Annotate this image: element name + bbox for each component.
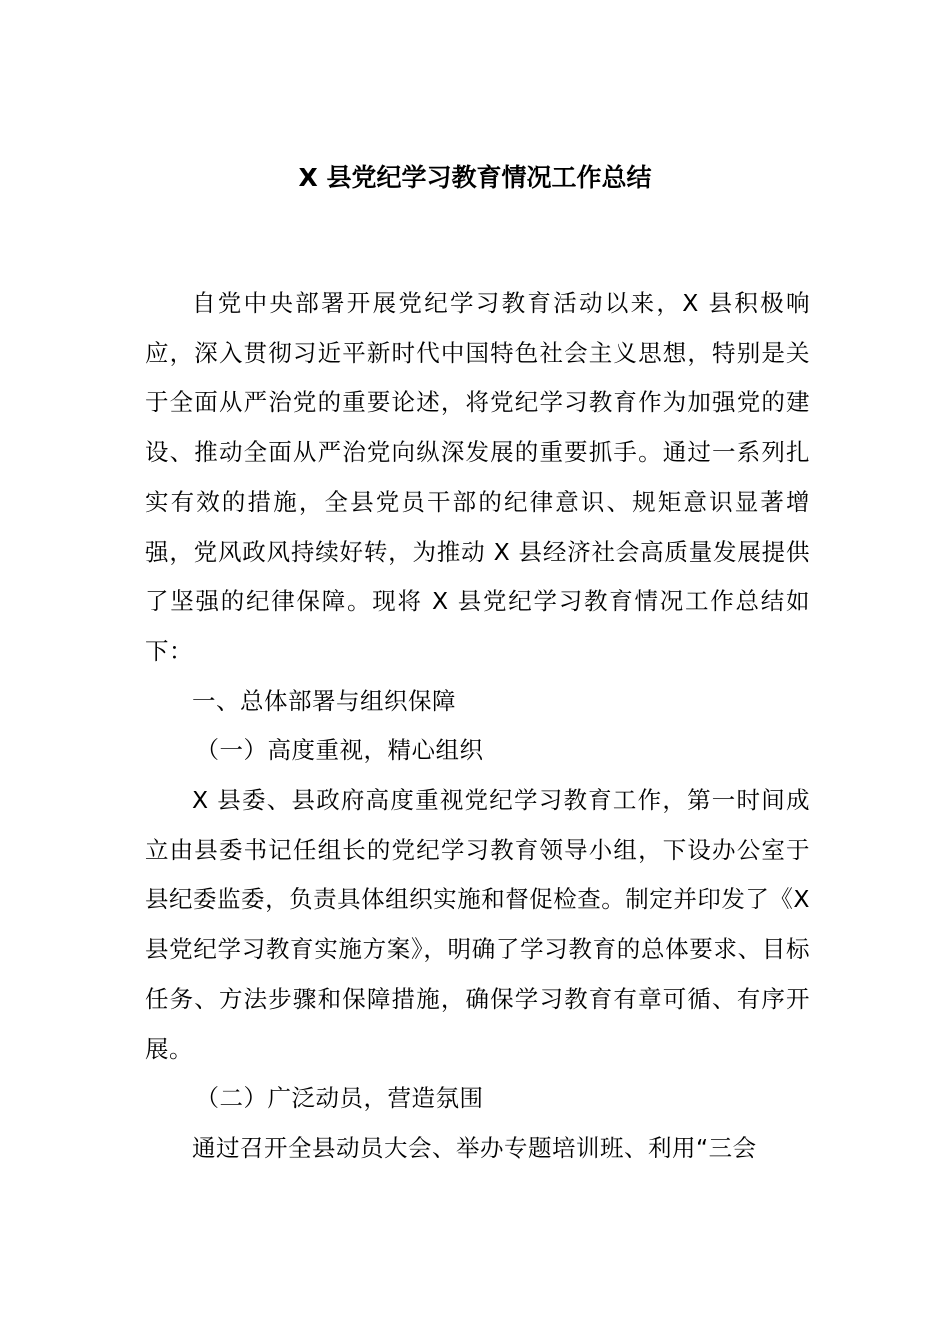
intro-paragraph: 自党中央部署开展党纪学习教育活动以来，X 县积极响应，深入贯彻习近平新时代中国特色社会主义思想，特别是关于全面从严治党的重要论述，将党纪学习教育作为加强党的建设、推动全面从严治党向纵深发展的重要抓手。通过一系列扎实有效的措施，全县党员干部的纪律意识、规矩意识显著增强，党风政风持续好转，为推动 X 县经济社会高质量发展提供了坚强的纪律保障。现将 X 县党纪学习教育情况工作总结如下： [145,289,810,665]
section-heading-1: 一、总体部署与组织保障 [192,686,456,715]
document-body [145,279,810,1174]
subsection-paragraph-1: X 县委、县政府高度重视党纪学习教育工作，第一时间成立由县委书记任组长的党纪学习教育领导小组，下设办公室于县纪委监委，负责具体组织实施和督促检查。制定并印发了《X 县党纪学习教育实施方案》，明确了学习教育的总体要求、目标任务、方法步骤和保障措施，确保学习教育有章可循、有序开展。 [145,786,810,1063]
subsection-heading-1: （一）高度重视，精心组织 [195,736,484,765]
subsection-heading-2: （二）广泛动员，营造氛围 [195,1084,484,1113]
subsection-paragraph-2: 通过召开全县动员大会、举办专题培训班、利用“三会 [192,1133,757,1162]
document-title: X 县党纪学习教育情况工作总结 [298,163,652,192]
